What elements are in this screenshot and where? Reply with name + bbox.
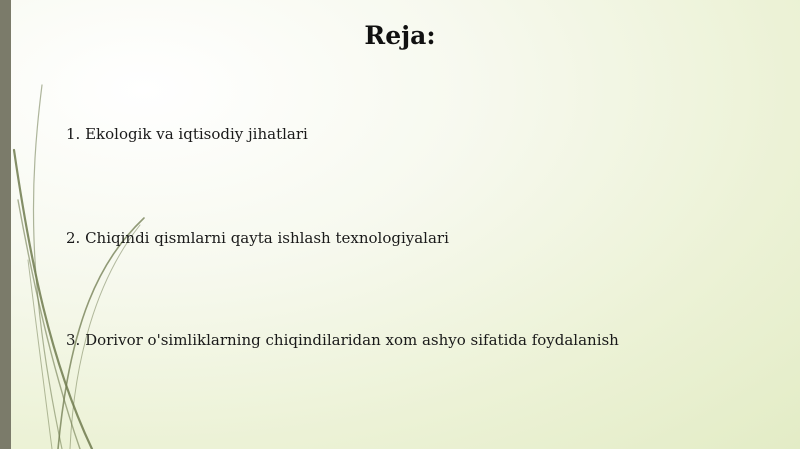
list-item: 1. Ekologik va iqtisodiy jihatlari [66, 125, 308, 143]
list-item: 2. Chiqindi qismlarni qayta ishlash texnologiyalari [66, 229, 449, 247]
slide-title: Reja: [364, 21, 436, 50]
decorative-grass-lines [0, 0, 160, 449]
list-item: 3. Dorivor o'simliklarning chiqindilaridan xom ashyo sifatida foydalanish [66, 331, 619, 349]
